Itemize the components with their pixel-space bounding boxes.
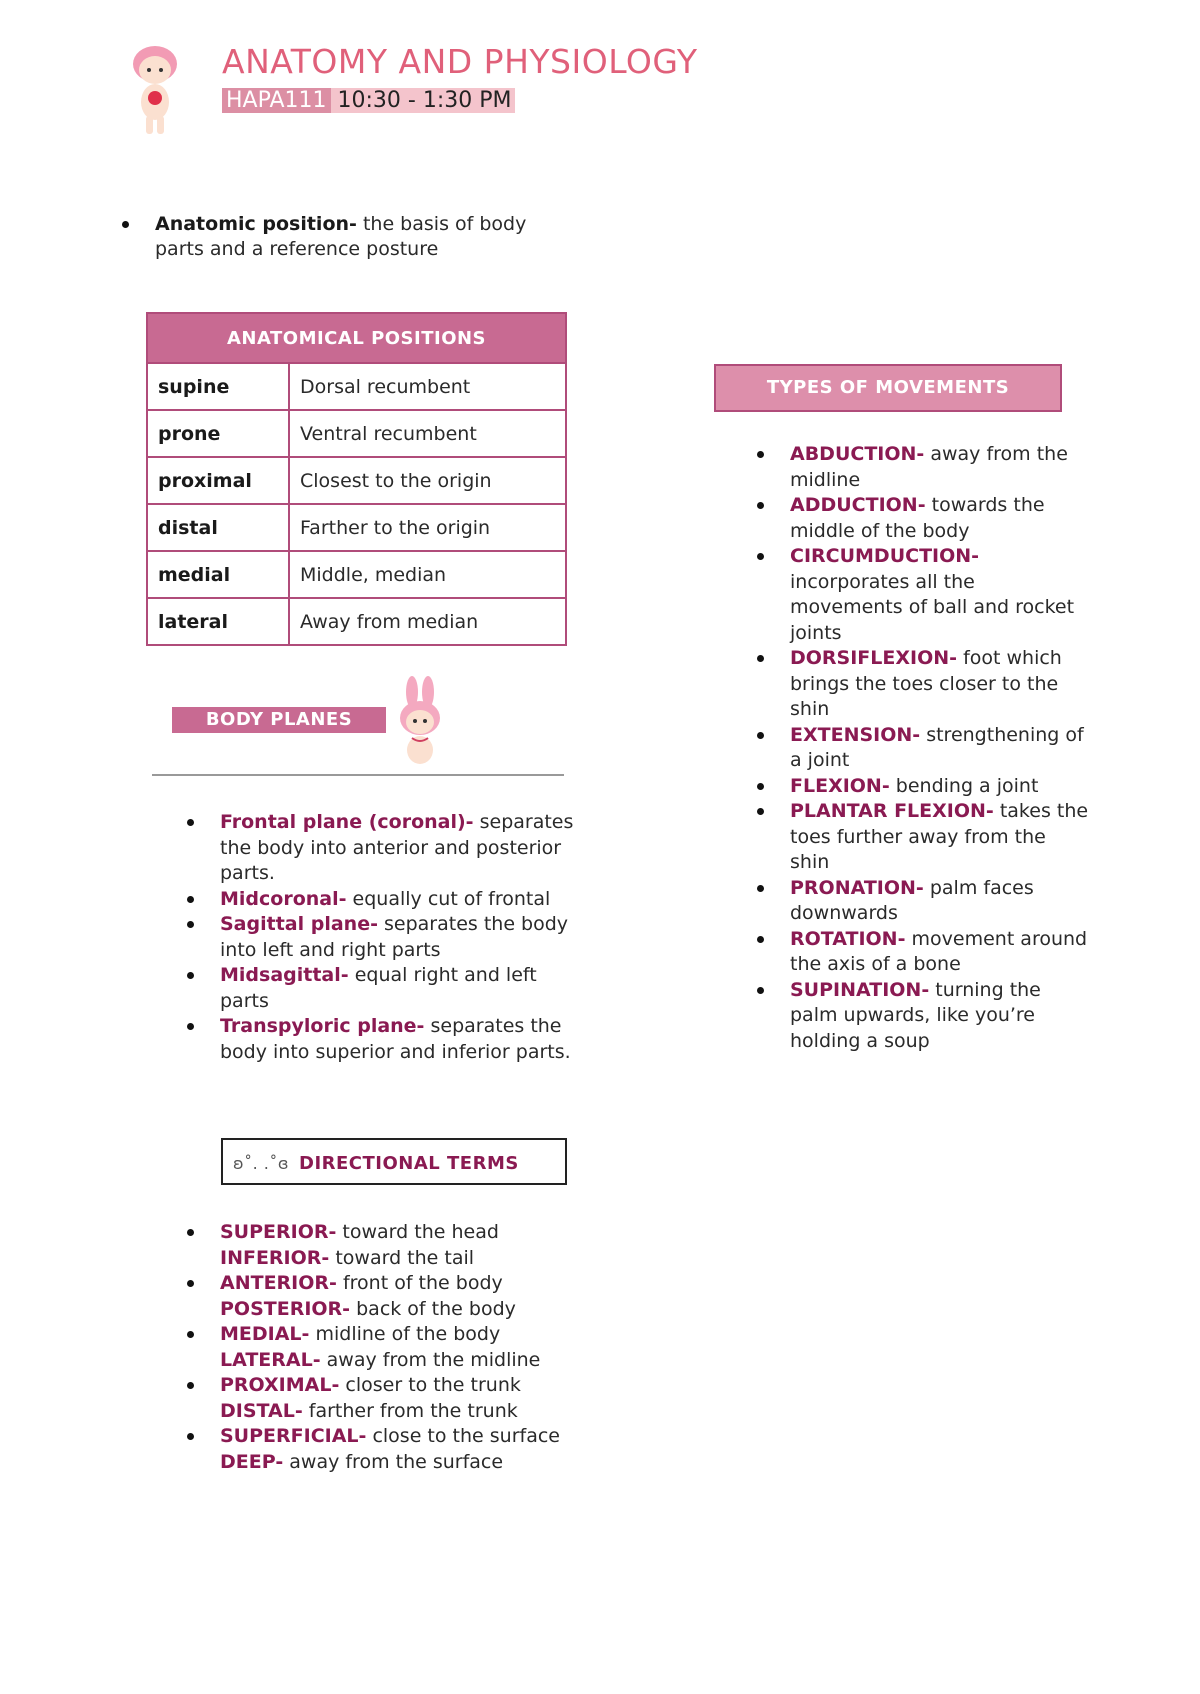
list-item — [220, 963, 580, 1014]
definition: front of the body — [336, 1272, 503, 1294]
definition: separates the body into anterior and posterior parts. — [220, 811, 574, 884]
table-row — [147, 551, 566, 598]
bunny-doll-icon — [390, 676, 450, 768]
definition: closer to the trunk — [339, 1374, 521, 1396]
definition: close to the surface — [366, 1425, 560, 1447]
term: Frontal plane (coronal)- — [220, 811, 474, 833]
list-item — [220, 1424, 590, 1475]
position-meaning: Middle, median — [289, 551, 566, 598]
definition: the basis of body parts and a reference posture — [155, 213, 527, 260]
list-item — [220, 1014, 580, 1065]
term: DISTAL- — [220, 1399, 303, 1422]
course-schedule — [222, 88, 515, 113]
term: POSTERIOR- — [220, 1297, 351, 1320]
definition: turning the palm upwards, like you’re holding a soup — [790, 978, 1041, 1052]
position-term: prone — [147, 410, 289, 457]
list-item — [790, 442, 1090, 493]
header-label: DIRECTIONAL TERMS — [299, 1153, 519, 1174]
term: Midsagittal- — [220, 964, 349, 986]
list-item — [790, 978, 1090, 1055]
position-meaning: Away from median — [289, 598, 566, 645]
directional-terms-list — [220, 1220, 590, 1475]
definition: incorporates all the movements of ball and rocket joints — [790, 570, 1075, 644]
list-item — [790, 493, 1090, 544]
term: EXTENSION- — [790, 723, 921, 746]
kewpie-doll-icon — [120, 42, 190, 142]
list-item — [155, 212, 575, 262]
anatomical-positions-table — [146, 312, 567, 646]
list-item — [220, 1373, 590, 1424]
definition: movement around the axis of a bone — [790, 927, 1088, 975]
term: PLANTAR FLEXION- — [790, 800, 994, 822]
term: Midcoronal- — [220, 887, 347, 910]
list-item — [790, 723, 1090, 774]
table-row — [147, 363, 566, 410]
term: DORSIFLEXION- — [790, 647, 958, 669]
term: CIRCUMDUCTION- — [790, 545, 980, 567]
term: SUPERFICIAL- — [220, 1425, 367, 1447]
list-item — [220, 1220, 590, 1271]
types-of-movements-header: TYPES OF MOVEMENTS — [714, 364, 1062, 412]
list-item — [790, 927, 1090, 978]
course-code: HAPA111 — [222, 88, 331, 113]
list-item — [790, 646, 1090, 723]
table-row — [147, 598, 566, 645]
definition: takes the toes further away from the shin — [790, 800, 1089, 873]
definition: midline of the body — [309, 1323, 501, 1345]
definition: away from the midline — [320, 1348, 541, 1371]
list-item — [790, 876, 1090, 927]
document-title: ANATOMY AND PHYSIOLOGY — [222, 42, 698, 81]
definition: away from the surface — [283, 1450, 504, 1473]
position-term: proximal — [147, 457, 289, 504]
definition: equally cut of frontal — [346, 887, 551, 910]
table-row — [147, 457, 566, 504]
term: PRONATION- — [790, 876, 924, 899]
position-meaning: Closest to the origin — [289, 457, 566, 504]
schedule-time: 10:30 - 1:30 PM — [337, 88, 512, 113]
definition: equal right and left parts — [220, 964, 537, 1012]
list-item — [220, 887, 580, 913]
body-planes-header: BODY PLANES — [172, 707, 386, 733]
term: ROTATION- — [790, 927, 906, 950]
term: Anatomic position- — [155, 213, 357, 235]
position-meaning: Ventral recumbent — [289, 410, 566, 457]
term: Sagittal plane- — [220, 913, 378, 935]
table-row — [147, 504, 566, 551]
directional-terms-header — [221, 1138, 567, 1185]
list-item — [790, 774, 1090, 800]
term: SUPINATION- — [790, 978, 930, 1001]
position-term: distal — [147, 504, 289, 551]
term: ABDUCTION- — [790, 443, 925, 465]
term: LATERAL- — [220, 1348, 321, 1371]
definition: farther from the trunk — [302, 1399, 518, 1422]
definition: separates the body into superior and inferior parts. — [220, 1015, 571, 1063]
position-meaning: Dorsal recumbent — [289, 363, 566, 410]
position-term: medial — [147, 551, 289, 598]
definition: toward the tail — [329, 1246, 475, 1269]
definition: palm faces downwards — [790, 876, 1034, 924]
term: Transpyloric plane- — [220, 1015, 425, 1037]
term: FLEXION- — [790, 774, 890, 797]
table-row — [147, 410, 566, 457]
intro-list — [155, 212, 575, 262]
list-item — [220, 810, 580, 887]
definition: separates the body into left and right parts — [220, 913, 569, 961]
definition: away from the midline — [790, 443, 1068, 491]
movements-list — [790, 442, 1090, 1054]
list-item — [220, 1271, 590, 1322]
position-meaning: Farther to the origin — [289, 504, 566, 551]
term: ADDUCTION- — [790, 494, 926, 516]
term: ANTERIOR- — [220, 1272, 337, 1294]
list-item — [220, 912, 580, 963]
position-term: supine — [147, 363, 289, 410]
definition: towards the middle of the body — [790, 494, 1045, 542]
position-term: lateral — [147, 598, 289, 645]
definition: back of the body — [350, 1297, 516, 1320]
decoration-glyphs: ʚ˚. .˚ɞ — [233, 1154, 290, 1173]
list-item — [790, 799, 1090, 876]
definition: foot which brings the toes closer to the shin — [790, 647, 1062, 720]
definition: strengthening of a joint — [790, 723, 1084, 771]
section-divider — [152, 774, 564, 776]
term: INFERIOR- — [220, 1246, 330, 1269]
definition: toward the head — [336, 1221, 499, 1243]
term: SUPERIOR- — [220, 1221, 337, 1243]
body-planes-list — [220, 810, 580, 1065]
term: MEDIAL- — [220, 1323, 310, 1345]
term: PROXIMAL- — [220, 1374, 340, 1396]
definition: bending a joint — [889, 774, 1039, 797]
table-header: ANATOMICAL POSITIONS — [147, 313, 566, 363]
list-item — [220, 1322, 590, 1373]
term: DEEP- — [220, 1450, 284, 1473]
list-item — [790, 544, 1090, 646]
